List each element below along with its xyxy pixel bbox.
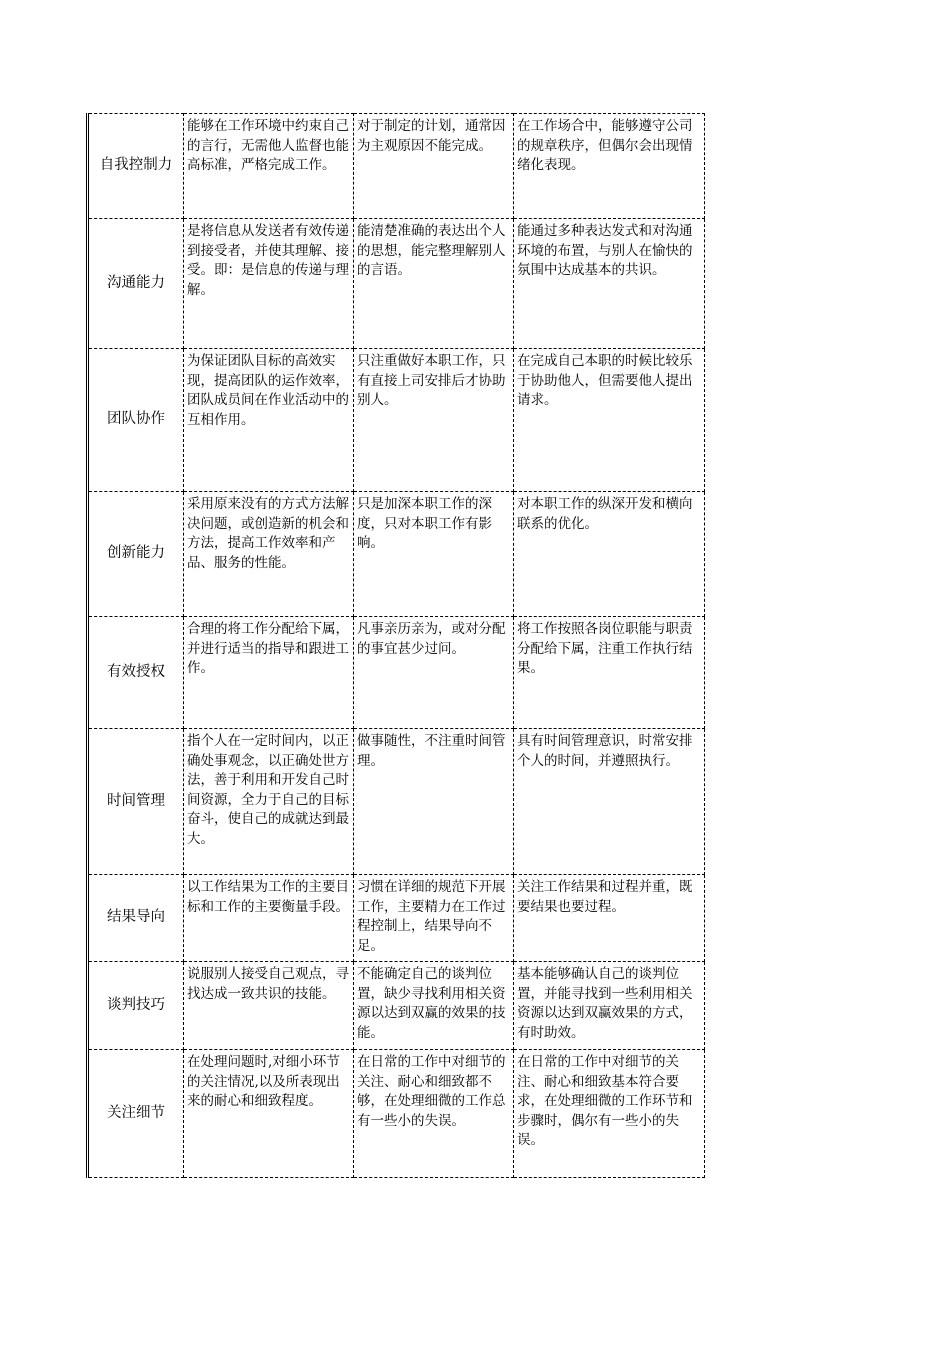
level-1-description: 做事随性，不注重时间管理。 <box>354 729 514 875</box>
competency-sheet <box>86 113 703 1178</box>
competency-name: 自我控制力 <box>88 114 184 219</box>
level-1-description: 只注重做好本职工作，只有直接上司安排后才协助别人。 <box>354 349 514 492</box>
level-1-description: 只是加深本职工作的深度，只对本职工作有影响。 <box>354 492 514 617</box>
competency-definition: 说服别人接受自己观点，寻找达成一致共识的技能。 <box>184 962 354 1050</box>
competency-name: 有效授权 <box>88 617 184 729</box>
table-row <box>88 492 705 617</box>
competency-definition: 以工作结果为工作的主要目标和工作的主要衡量手段。 <box>184 875 354 962</box>
level-1-description: 凡事亲历亲为，或对分配的事宜甚少过问。 <box>354 617 514 729</box>
table-row <box>88 1050 705 1178</box>
competency-name: 时间管理 <box>88 729 184 875</box>
level-1-description: 能清楚准确的表达出个人的思想，能完整理解别人的言语。 <box>354 219 514 349</box>
level-1-description: 习惯在详细的规范下开展工作，主要精力在工作过程控制上，结果导向不足。 <box>354 875 514 962</box>
competency-definition: 为保证团队目标的高效实现，提高团队的运作效率，团队成员间在作业活动中的互相作用。 <box>184 349 354 492</box>
competency-definition: 合理的将工作分配给下属，并进行适当的指导和跟进工作。 <box>184 617 354 729</box>
table-row <box>88 962 705 1050</box>
level-2-description: 在完成自己本职的时候比较乐于协助他人，但需要他人提出请求。 <box>514 349 705 492</box>
competency-definition: 是将信息从发送者有效传递到接受者，并使其理解、接受。即：是信息的传递与理解。 <box>184 219 354 349</box>
competency-definition: 在处理问题时,对细小环节的关注情况,以及所表现出来的耐心和细致程度。 <box>184 1050 354 1178</box>
level-1-description: 不能确定自己的谈判位置，缺少寻找利用相关资源以达到双赢的效果的技能。 <box>354 962 514 1050</box>
competency-name: 结果导向 <box>88 875 184 962</box>
level-2-description: 对本职工作的纵深开发和横向联系的优化。 <box>514 492 705 617</box>
level-2-description: 具有时间管理意识，时常安排个人的时间，并遵照执行。 <box>514 729 705 875</box>
level-1-description: 对于制定的计划，通常因为主观原因不能完成。 <box>354 114 514 219</box>
competency-name: 沟通能力 <box>88 219 184 349</box>
competency-definition: 能够在工作环境中约束自己的言行，无需他人监督也能高标准，严格完成工作。 <box>184 114 354 219</box>
competency-name: 关注细节 <box>88 1050 184 1178</box>
competency-name: 团队协作 <box>88 349 184 492</box>
competency-definition: 采用原来没有的方式方法解决问题，或创造新的机会和方法，提高工作效率和产品、服务的性能。 <box>184 492 354 617</box>
level-2-description: 在工作场合中，能够遵守公司的规章秩序，但偶尔会出现情绪化表现。 <box>514 114 705 219</box>
level-2-description: 基本能够确认自己的谈判位置，并能寻找到一些利用相关资源以达到双赢效果的方式，有时助效。 <box>514 962 705 1050</box>
competency-table <box>86 113 705 1178</box>
level-2-description: 关注工作结果和过程并重，既要结果也要过程。 <box>514 875 705 962</box>
level-2-description: 在日常的工作中对细节的关注、耐心和细致基本符合要求，在处理细微的工作环节和步骤时，偶尔有一些小的失误。 <box>514 1050 705 1178</box>
table-row <box>88 875 705 962</box>
table-row <box>88 219 705 349</box>
table-row <box>88 114 705 219</box>
table-row <box>88 729 705 875</box>
competency-name: 谈判技巧 <box>88 962 184 1050</box>
table-row <box>88 617 705 729</box>
competency-name: 创新能力 <box>88 492 184 617</box>
level-1-description: 在日常的工作中对细节的关注、耐心和细致都不够，在处理细微的工作总有一些小的失误。 <box>354 1050 514 1178</box>
competency-definition: 指个人在一定时间内，以正确处事观念，以正确处世方法，善于利用和开发自己时间资源，全力于自己的目标奋斗，使自己的成就达到最大。 <box>184 729 354 875</box>
level-2-description: 能通过多种表达发式和对沟通环境的布置，与别人在愉快的氛围中达成基本的共识。 <box>514 219 705 349</box>
level-2-description: 将工作按照各岗位职能与职责分配给下属，注重工作执行结果。 <box>514 617 705 729</box>
table-row <box>88 349 705 492</box>
